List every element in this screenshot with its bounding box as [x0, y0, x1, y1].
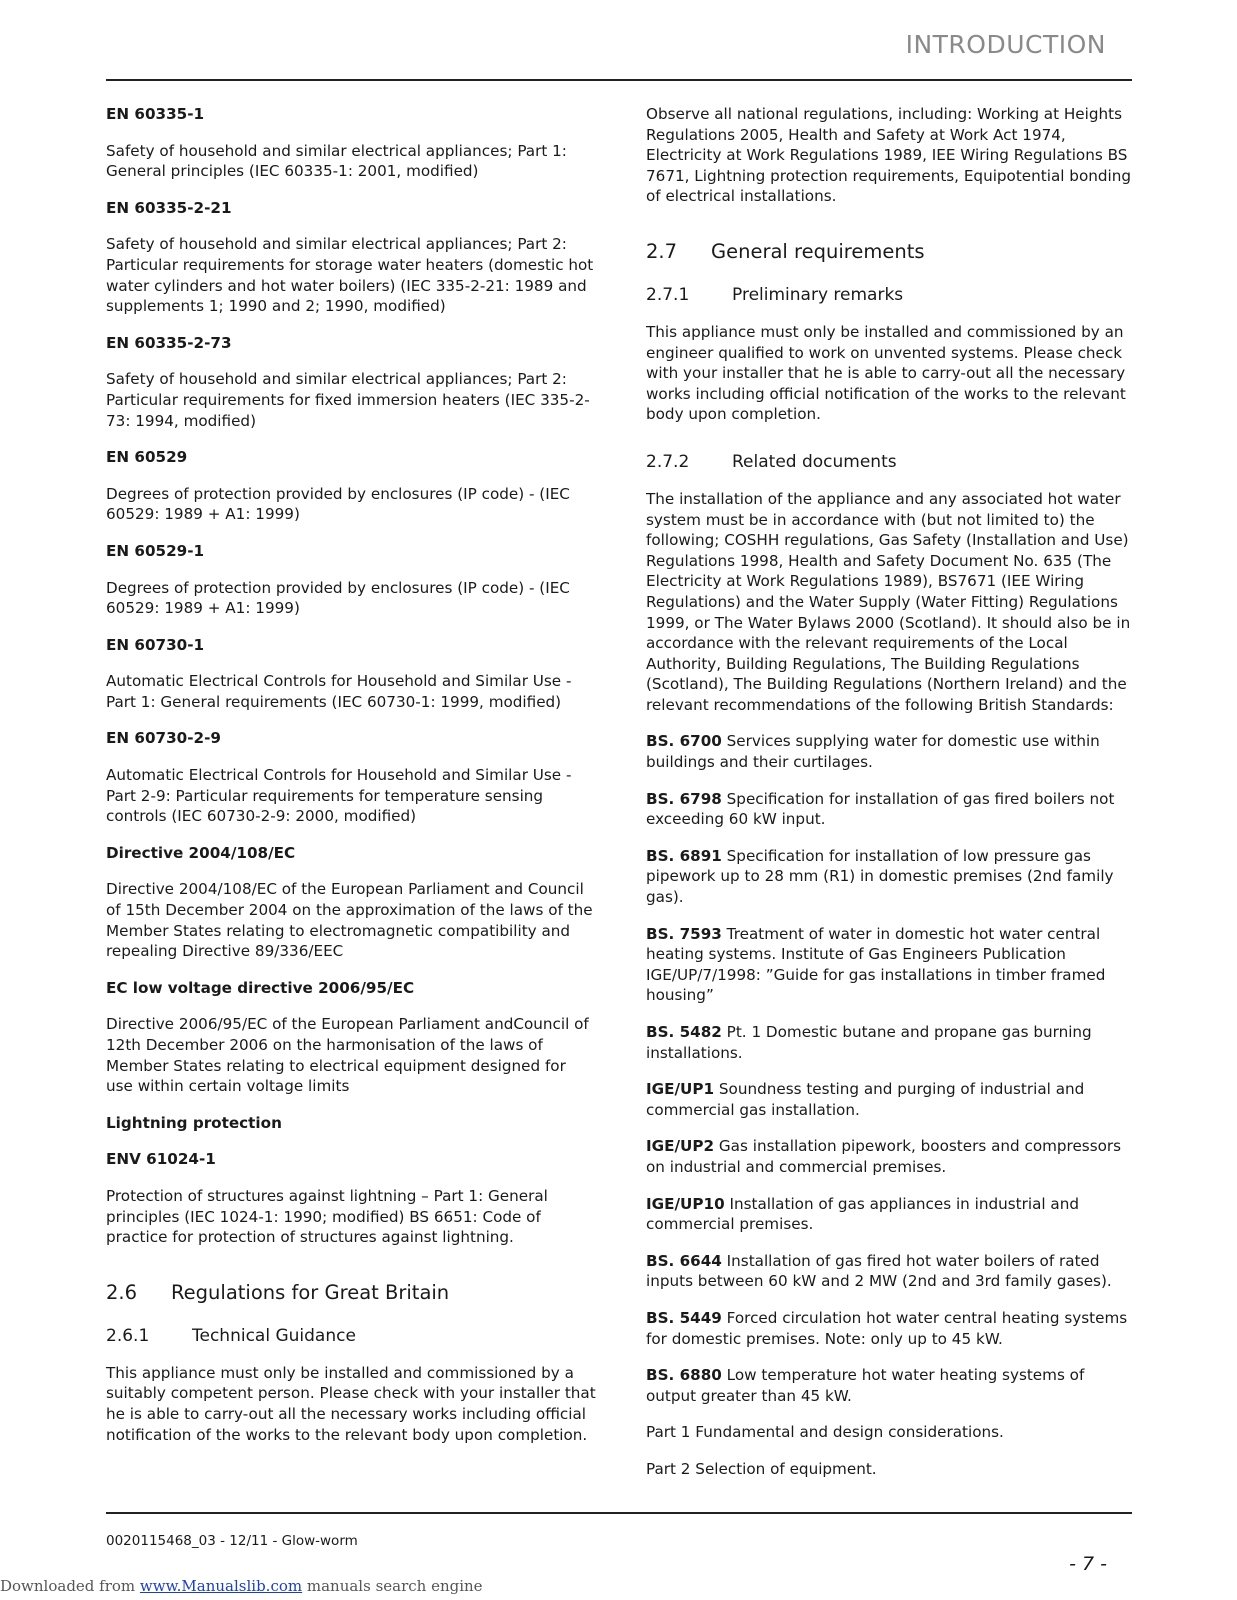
standard-description: Safety of household and similar electrical appliances; Part 2: Particular requirements for storage water heaters (domestic hot water cylinders and hot water boilers) (IEC 335-2-21: 1989 and supplements 1; 1990 and 2; 1990, modified)	[106, 235, 594, 316]
subsection-number: 2.7.2	[646, 451, 690, 472]
british-standard-entry	[646, 1308, 1136, 1349]
standard-label: EN 60730-2-9	[106, 729, 221, 748]
standard-label: EN 60529	[106, 448, 188, 467]
standard-label: Lightning protection	[106, 1113, 282, 1132]
page-header-title: INTRODUCTION	[905, 30, 1106, 59]
standard-title: Installation of gas fired hot water boilers of rated inputs between 60 kW and 2 MW (2nd and 3rd family gases).	[646, 1251, 1112, 1291]
footer-rule	[106, 1512, 1132, 1514]
part-1-text: Part 1 Fundamental and design considerations.	[646, 1423, 1004, 1442]
standard-title: Low temperature hot water heating systems of output greater than 45 kW.	[646, 1366, 1085, 1405]
standard-label: Directive 2004/108/EC	[106, 843, 296, 862]
standard-code: BS. 6798	[646, 789, 722, 808]
british-standard-entry	[646, 846, 1136, 908]
standard-code: BS. 5482	[646, 1023, 722, 1041]
technical-guidance-text: This appliance must only be installed and commissioned by a suitably competent person. Please check with your installer that he is able to carry-out all the necessary works including official notification of the works to the relevant body upon completion.	[106, 1363, 596, 1444]
standard-code: IGE/UP10	[646, 1194, 725, 1213]
standard-code: BS. 6700	[646, 732, 722, 751]
subsection-title: Technical Guidance	[192, 1325, 356, 1346]
british-standard-entry	[646, 1251, 1136, 1292]
standard-label: EN 60335-2-21	[106, 198, 232, 217]
standard-label: EN 60730-1	[106, 635, 205, 654]
british-standard-entry	[646, 1365, 1136, 1406]
standard-code: BS. 6891	[646, 846, 722, 865]
right-column	[646, 104, 1136, 1496]
standard-title: Installation of gas appliances in industrial and commercial premises.	[646, 1194, 1080, 1234]
standard-description: Safety of household and similar electrical appliances; Part 1: General principles (IEC 60335-1: 2001, modified)	[106, 141, 567, 181]
subsection-heading-2-7-2	[646, 451, 1136, 473]
british-standard-entry	[646, 1136, 1136, 1177]
standard-description: Protection of structures against lightning – Part 1: General principles (IEC 1024-1: 1990; modified) BS 6651: Code of practice for protection of structures against lightning.	[106, 1186, 548, 1247]
british-standard-entry	[646, 1022, 1136, 1063]
section-heading-2-6	[106, 1281, 596, 1305]
standard-description: Degrees of protection provided by enclosures (IP code) - (IEC 60529: 1989 + A1: 1999)	[106, 578, 570, 618]
standard-description: Safety of household and similar electrical appliances; Part 2: Particular requirements for fixed immersion heaters (IEC 335-2-73: 1994, modified)	[106, 370, 590, 430]
section-title: General requirements	[711, 239, 925, 263]
british-standard-entry	[646, 731, 1136, 772]
standard-description: Automatic Electrical Controls for Household and Similar Use - Part 2-9: Particular requirements for temperature sensing controls (IEC 60730-2-9: 2000, modified)	[106, 766, 572, 826]
subsection-title: Preliminary remarks	[732, 284, 904, 305]
standards-list	[106, 104, 596, 1248]
section-heading-2-7	[646, 240, 1136, 264]
standard-code: IGE/UP2	[646, 1137, 715, 1156]
header-rule	[106, 79, 1132, 81]
standard-title: Pt. 1 Domestic butane and propane gas burning installations.	[646, 1023, 1092, 1062]
standard-description: Automatic Electrical Controls for Household and Similar Use - Part 1: General requirements (IEC 60730-1: 1999, modified)	[106, 672, 572, 711]
standard-title: Forced circulation hot water central heating systems for domestic premises. Note: only up to 45 kW.	[646, 1308, 1128, 1348]
document-reference: 0020115468_03 - 12/11 - Glow-worm	[106, 1533, 358, 1549]
section-title: Regulations for Great Britain	[171, 1280, 450, 1304]
standard-code: BS. 6644	[646, 1251, 722, 1270]
standard-label: ENV 61024-1	[106, 1150, 216, 1169]
subsection-heading-2-6-1	[106, 1325, 596, 1347]
standard-label: EN 60529-1	[106, 541, 205, 560]
preliminary-remarks-text: This appliance must only be installed and commissioned by an engineer qualified to work on unvented systems. Please check with your installer that he is able to carry-out all the necessary works including official notification of the works to the relevant body upon completion.	[646, 322, 1126, 424]
standard-code: BS. 7593	[646, 924, 722, 943]
subsection-number: 2.6.1	[106, 1325, 150, 1346]
standard-title: Specification for installation of gas fired boilers not exceeding 60 kW input.	[646, 789, 1115, 829]
standard-title: Soundness testing and purging of industrial and commercial gas installation.	[646, 1080, 1085, 1119]
watermark-prefix: Downloaded from	[0, 1577, 140, 1595]
british-standard-entry	[646, 924, 1136, 1006]
british-standards-list	[646, 731, 1136, 1406]
standard-label: EN 60335-2-73	[106, 333, 232, 352]
related-documents-text: The installation of the appliance and any associated hot water system must be in accordance with (but not limited to) the following; COSHH regulations, Gas Safety (Installation and Use) Regulations 1998, Health and Safety Document No. 635 (The Electricity at Work Regulations 1989), BS7671 (IEE Wiring Regulations) and the Water Supply (Water Fitting) Regulations 1999, or The Water Bylaws 2000 (Scotland). It should also be in accordance with the relevant requirements of the Local Authority, Building Regulations, The Building Regulations (Scotland), The Building Regulations (Northern Ireland) and the relevant recommendations of the following British Standards:	[646, 489, 1131, 714]
subsection-title: Related documents	[732, 451, 897, 472]
standard-label: EC low voltage directive 2006/95/EC	[106, 978, 415, 997]
standard-title: Treatment of water in domestic hot water central heating systems. Institute of Gas Engineers Publication IGE/UP/7/1998: ”Guide for gas installations in timber framed housing”	[646, 924, 1106, 1005]
standard-description: Directive 2004/108/EC of the European Parliament and Council of 15th December 2004 on the approximation of the laws of the Member States relating to electromagnetic compatibility and repealing Directive 89/336/EEC	[106, 880, 593, 961]
watermark-suffix: manuals search engine	[302, 1577, 483, 1595]
standard-label: EN 60335-1	[106, 105, 205, 123]
standard-title: Specification for installation of low pressure gas pipework up to 28 mm (R1) in domestic premises (2nd family gas).	[646, 846, 1114, 907]
national-regulations-text: Observe all national regulations, including: Working at Heights Regulations 2005, Health and Safety at Work Act 1974, Electricity at Work Regulations 1989, IEE Wiring Regulations BS 7671, Lightning protection requirements, Equipotential bonding of electrical installations.	[646, 105, 1131, 206]
standard-code: IGE/UP1	[646, 1080, 715, 1099]
manualslib-link[interactable]: www.Manualslib.com	[139, 1577, 303, 1595]
subsection-heading-2-7-1	[646, 284, 1136, 306]
british-standard-entry	[646, 789, 1136, 830]
subsection-number: 2.7.1	[646, 284, 690, 305]
standard-description: Degrees of protection provided by enclosures (IP code) - (IEC 60529: 1989 + A1: 1999)	[106, 484, 570, 524]
british-standard-entry	[646, 1194, 1136, 1235]
section-number: 2.6	[106, 1280, 138, 1304]
part-2-text: Part 2 Selection of equipment.	[646, 1459, 877, 1478]
section-number: 2.7	[646, 239, 678, 263]
standard-code: BS. 6880	[646, 1366, 722, 1385]
download-watermark	[0, 1577, 483, 1595]
standard-title: Services supplying water for domestic use within buildings and their curtilages.	[646, 732, 1100, 772]
standard-code: BS. 5449	[646, 1308, 722, 1327]
standard-description: Directive 2006/95/EC of the European Parliament andCouncil of 12th December 2006 on the harmonisation of the laws of Member States relating to electrical equipment designed for use within certain voltage limits	[106, 1015, 589, 1096]
standard-title: Gas installation pipework, boosters and compressors on industrial and commercial premises.	[646, 1137, 1122, 1176]
british-standard-entry	[646, 1079, 1136, 1120]
left-column	[106, 104, 596, 1461]
page-number: - 7 -	[1069, 1553, 1107, 1575]
